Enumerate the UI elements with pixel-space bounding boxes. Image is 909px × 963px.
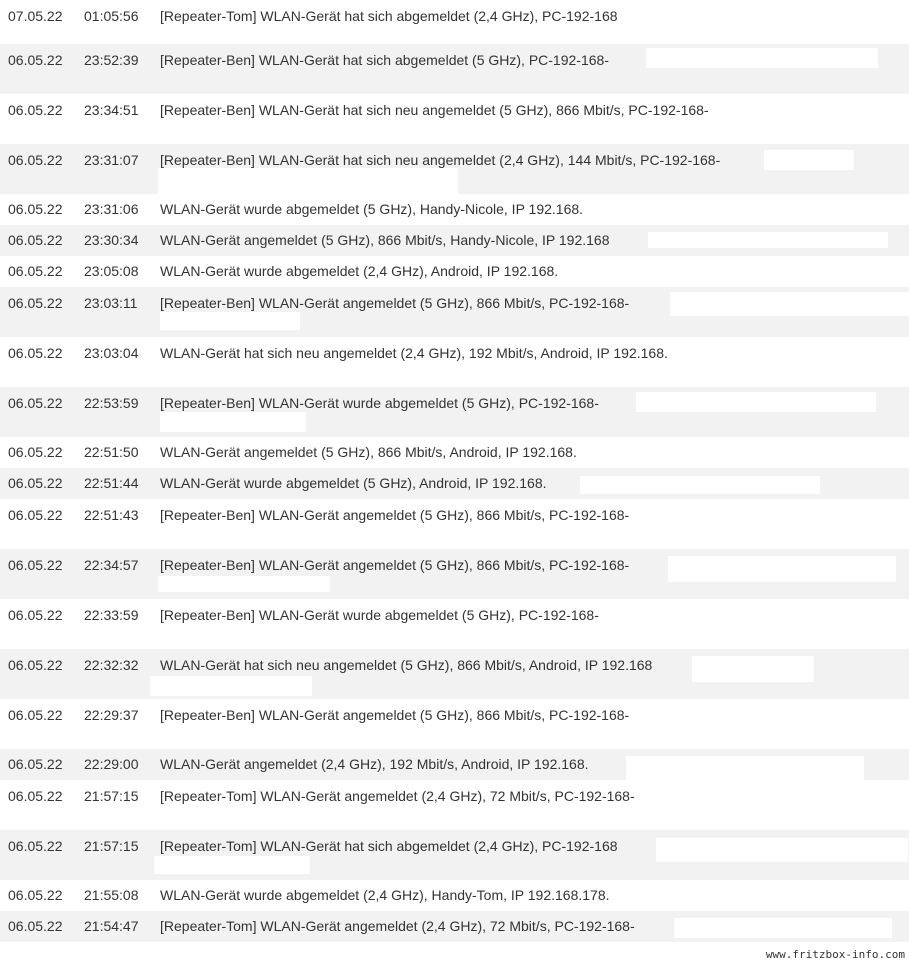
- log-time: 22:51:50: [84, 444, 139, 460]
- log-date: 06.05.22: [8, 918, 63, 934]
- redaction-box: [150, 676, 312, 696]
- log-time: 22:51:44: [84, 475, 139, 491]
- log-message: WLAN-Gerät wurde abgemeldet (2,4 GHz), Handy-Tom, IP 192.168.178.: [160, 887, 610, 903]
- log-row: [0, 194, 909, 225]
- log-time: 22:29:37: [84, 707, 139, 723]
- log-time: 22:32:32: [84, 657, 139, 673]
- log-row: [0, 256, 909, 287]
- log-message: [Repeater-Ben] WLAN-Gerät angemeldet (5 GHz), 866 Mbit/s, PC-192-168-: [160, 507, 630, 523]
- log-date: 06.05.22: [8, 557, 63, 573]
- log-message: [Repeater-Tom] WLAN-Gerät hat sich abgemeldet (2,4 GHz), PC-192-168: [160, 838, 618, 854]
- redaction-box: [160, 412, 306, 432]
- log-row: [0, 499, 909, 549]
- redaction-box: [656, 838, 908, 862]
- redaction-box: [668, 556, 896, 582]
- log-time: 21:57:15: [84, 838, 139, 854]
- log-message: [Repeater-Tom] WLAN-Gerät angemeldet (2,4 GHz), 72 Mbit/s, PC-192-168-: [160, 788, 635, 804]
- log-message: [Repeater-Ben] WLAN-Gerät hat sich abgemeldet (5 GHz), PC-192-168-: [160, 52, 609, 68]
- redaction-box: [170, 24, 300, 40]
- redaction-box: [646, 48, 878, 68]
- log-date: 06.05.22: [8, 657, 63, 673]
- log-message: [Repeater-Ben] WLAN-Gerät wurde abgemeldet (5 GHz), PC-192-168-: [160, 607, 599, 623]
- log-message: WLAN-Gerät angemeldet (5 GHz), 866 Mbit/s, Android, IP 192.168.: [160, 444, 577, 460]
- log-row: [0, 699, 909, 749]
- log-date: 06.05.22: [8, 707, 63, 723]
- log-date: 06.05.22: [8, 232, 63, 248]
- log-message: WLAN-Gerät wurde abgemeldet (5 GHz), Android, IP 192.168.: [160, 475, 547, 491]
- log-date: 06.05.22: [8, 475, 63, 491]
- log-message: WLAN-Gerät wurde abgemeldet (5 GHz), Handy-Nicole, IP 192.168.: [160, 201, 584, 217]
- log-message: WLAN-Gerät hat sich neu angemeldet (2,4 GHz), 192 Mbit/s, Android, IP 192.168.: [160, 345, 668, 361]
- log-message: [Repeater-Tom] WLAN-Gerät angemeldet (2,4 GHz), 72 Mbit/s, PC-192-168-: [160, 918, 635, 934]
- log-message: [Repeater-Ben] WLAN-Gerät hat sich neu angemeldet (2,4 GHz), 144 Mbit/s, PC-192-168-: [160, 152, 721, 168]
- log-time: 22:51:43: [84, 507, 139, 523]
- log-date: 06.05.22: [8, 887, 63, 903]
- log-date: 06.05.22: [8, 152, 63, 168]
- log-message: WLAN-Gerät angemeldet (5 GHz), 866 Mbit/s, Handy-Nicole, IP 192.168: [160, 232, 610, 248]
- log-time: 23:03:04: [84, 345, 139, 361]
- redaction-box: [158, 168, 458, 194]
- log-message: [Repeater-Ben] WLAN-Gerät wurde abgemeldet (5 GHz), PC-192-168-: [160, 395, 599, 411]
- log-date: 06.05.22: [8, 444, 63, 460]
- log-date: 06.05.22: [8, 345, 63, 361]
- log-time: 21:54:47: [84, 918, 139, 934]
- log-time: 23:31:07: [84, 152, 139, 168]
- log-date: 06.05.22: [8, 607, 63, 623]
- log-time: 22:29:00: [84, 756, 139, 772]
- log-row: [0, 880, 909, 911]
- log-message: [Repeater-Ben] WLAN-Gerät hat sich neu angemeldet (5 GHz), 866 Mbit/s, PC-192-168-: [160, 102, 709, 118]
- log-date: 06.05.22: [8, 263, 63, 279]
- log-date: 06.05.22: [8, 201, 63, 217]
- log-time: 21:55:08: [84, 887, 139, 903]
- log-date: 07.05.22: [8, 8, 63, 24]
- log-row: [0, 337, 909, 387]
- log-time: 22:34:57: [84, 557, 139, 573]
- log-message: [Repeater-Ben] WLAN-Gerät angemeldet (5 GHz), 866 Mbit/s, PC-192-168-: [160, 557, 630, 573]
- log-time: 23:31:06: [84, 201, 139, 217]
- log-time: 23:03:11: [84, 295, 138, 311]
- log-time: 22:53:59: [84, 395, 139, 411]
- log-date: 06.05.22: [8, 102, 63, 118]
- redaction-box: [648, 232, 888, 248]
- log-time: 22:33:59: [84, 607, 139, 623]
- log-row: [0, 780, 909, 830]
- redaction-box: [160, 312, 300, 330]
- redaction-box: [764, 150, 854, 170]
- log-message: WLAN-Gerät hat sich neu angemeldet (5 GHz), 866 Mbit/s, Android, IP 192.168: [160, 657, 653, 673]
- redaction-box: [580, 476, 820, 494]
- redaction-box: [692, 656, 814, 682]
- redaction-box: [154, 856, 310, 874]
- log-time: 01:05:56: [84, 8, 139, 24]
- log-date: 06.05.22: [8, 838, 63, 854]
- log-time: 23:34:51: [84, 102, 139, 118]
- log-message: [Repeater-Ben] WLAN-Gerät angemeldet (5 GHz), 866 Mbit/s, PC-192-168-: [160, 295, 630, 311]
- log-time: 23:52:39: [84, 52, 139, 68]
- redaction-box: [158, 576, 330, 592]
- log-row: [0, 437, 909, 468]
- log-date: 06.05.22: [8, 507, 63, 523]
- log-message: WLAN-Gerät wurde abgemeldet (2,4 GHz), Android, IP 192.168.: [160, 263, 559, 279]
- redaction-box: [626, 756, 864, 780]
- log-message: WLAN-Gerät angemeldet (2,4 GHz), 192 Mbit/s, Android, IP 192.168.: [160, 756, 589, 772]
- redaction-box: [160, 118, 460, 144]
- redaction-box: [636, 392, 876, 412]
- log-date: 06.05.22: [8, 788, 63, 804]
- log-message: [Repeater-Tom] WLAN-Gerät hat sich abgemeldet (2,4 GHz), PC-192-168: [160, 8, 618, 24]
- log-date: 06.05.22: [8, 395, 63, 411]
- log-date: 06.05.22: [8, 52, 63, 68]
- log-message: [Repeater-Ben] WLAN-Gerät angemeldet (5 GHz), 866 Mbit/s, PC-192-168-: [160, 707, 630, 723]
- log-row: [0, 0, 909, 44]
- redaction-box: [674, 918, 892, 938]
- log-time: 21:57:15: [84, 788, 139, 804]
- log-time: 23:30:34: [84, 232, 139, 248]
- redaction-box: [670, 292, 909, 316]
- redaction-box: [640, 604, 880, 622]
- watermark: www.fritzbox-info.com: [765, 948, 905, 961]
- log-date: 06.05.22: [8, 756, 63, 772]
- log-date: 06.05.22: [8, 295, 63, 311]
- log-time: 23:05:08: [84, 263, 139, 279]
